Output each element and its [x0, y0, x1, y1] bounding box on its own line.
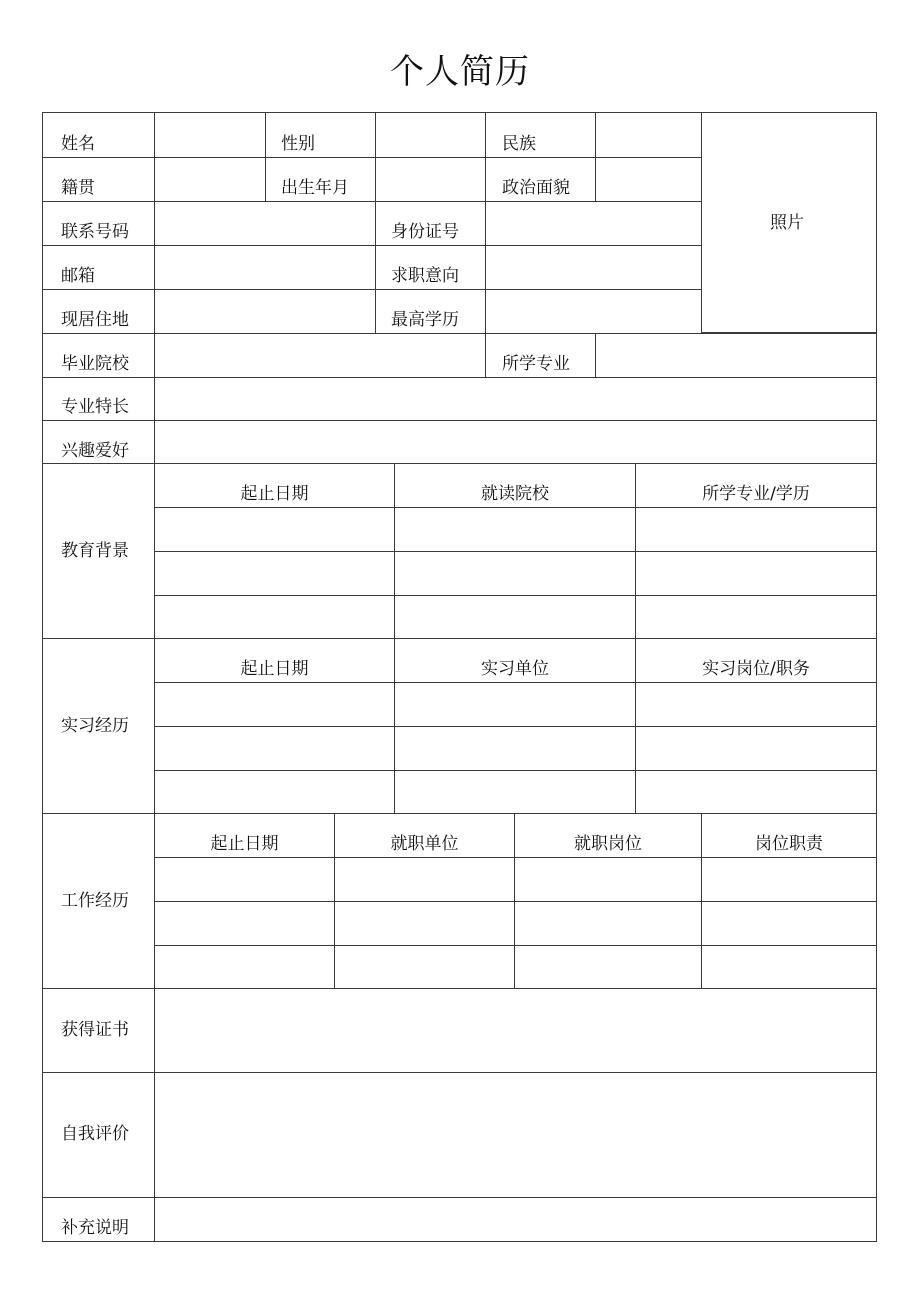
- internship-cell[interactable]: [635, 682, 877, 727]
- internship-section-label: 实习经历: [61, 716, 129, 736]
- school-field[interactable]: [154, 333, 486, 378]
- self-eval-label: 自我评价: [61, 1124, 129, 1144]
- work-cell[interactable]: [154, 857, 335, 902]
- notes-field[interactable]: [154, 1197, 877, 1242]
- education-level-field[interactable]: [485, 289, 702, 334]
- specialty-field[interactable]: [154, 377, 877, 421]
- political-field[interactable]: [595, 157, 702, 202]
- ethnicity-label: 民族: [502, 134, 536, 154]
- internship-cell[interactable]: [635, 726, 877, 771]
- education-cell[interactable]: [154, 507, 395, 552]
- work-header-company: 就职单位: [390, 834, 459, 854]
- work-cell[interactable]: [701, 945, 877, 989]
- political-label: 政治面貌: [502, 178, 570, 198]
- hometown-label: 籍贯: [61, 178, 95, 198]
- birth-label: 出生年月: [281, 178, 349, 198]
- work-cell[interactable]: [514, 857, 702, 902]
- internship-header-position: 实习岗位/职务: [702, 659, 810, 679]
- certificates-label: 获得证书: [61, 1020, 129, 1040]
- hometown-field[interactable]: [154, 157, 266, 202]
- education-header-school: 就读院校: [481, 484, 549, 504]
- label-cell-name: [42, 112, 155, 158]
- education-cell[interactable]: [154, 595, 395, 639]
- hobbies-field[interactable]: [154, 420, 877, 464]
- education-cell[interactable]: [154, 551, 395, 596]
- phone-label: 联系号码: [61, 222, 129, 242]
- education-cell[interactable]: [394, 551, 636, 596]
- phone-field[interactable]: [154, 201, 376, 246]
- photo-label: 照片: [770, 213, 804, 233]
- work-cell[interactable]: [514, 945, 702, 989]
- work-cell[interactable]: [154, 945, 335, 989]
- education-cell[interactable]: [394, 595, 636, 639]
- work-cell[interactable]: [701, 857, 877, 902]
- specialty-label: 专业特长: [61, 397, 129, 417]
- work-header-dates: 起止日期: [210, 834, 279, 854]
- education-header-dates: 起止日期: [240, 484, 309, 504]
- email-label: 邮箱: [61, 266, 95, 286]
- internship-header-company: 实习单位: [481, 659, 549, 679]
- id-number-label: 身份证号: [391, 222, 459, 242]
- address-field[interactable]: [154, 289, 376, 334]
- internship-cell[interactable]: [394, 682, 636, 727]
- notes-label: 补充说明: [61, 1218, 129, 1238]
- work-cell[interactable]: [701, 901, 877, 946]
- major-label: 所学专业: [502, 354, 570, 374]
- internship-header-dates: 起止日期: [240, 659, 309, 679]
- work-cell[interactable]: [334, 901, 515, 946]
- work-section-label: 工作经历: [61, 891, 129, 911]
- label-cell-hometown: [42, 157, 155, 202]
- name-label: 姓名: [61, 134, 95, 154]
- internship-cell[interactable]: [154, 770, 395, 814]
- education-cell[interactable]: [635, 507, 877, 552]
- job-intent-label: 求职意向: [391, 266, 459, 286]
- job-intent-field[interactable]: [485, 245, 702, 290]
- internship-cell[interactable]: [394, 726, 636, 771]
- education-cell[interactable]: [635, 551, 877, 596]
- education-cell[interactable]: [635, 595, 877, 639]
- name-field[interactable]: [154, 112, 266, 158]
- page-title: 个人简历: [390, 52, 530, 92]
- address-label: 现居住地: [61, 310, 129, 330]
- internship-cell[interactable]: [154, 726, 395, 771]
- education-cell[interactable]: [394, 507, 636, 552]
- work-cell[interactable]: [514, 901, 702, 946]
- work-cell[interactable]: [154, 901, 335, 946]
- work-header-duties: 岗位职责: [755, 834, 823, 854]
- self-eval-field[interactable]: [154, 1072, 877, 1198]
- school-label: 毕业院校: [61, 354, 129, 374]
- gender-label: 性别: [281, 134, 315, 154]
- education-section-label: 教育背景: [61, 541, 129, 561]
- education-level-label: 最高学历: [391, 310, 459, 330]
- id-number-field[interactable]: [485, 201, 702, 246]
- hobbies-label: 兴趣爱好: [61, 441, 129, 461]
- certificates-field[interactable]: [154, 988, 877, 1073]
- work-cell[interactable]: [334, 945, 515, 989]
- label-cell-email: [42, 245, 155, 290]
- internship-cell[interactable]: [635, 770, 877, 814]
- work-header-position: 就职岗位: [574, 834, 642, 854]
- birth-field[interactable]: [375, 157, 486, 202]
- resume-form: [42, 112, 877, 1242]
- internship-cell[interactable]: [154, 682, 395, 727]
- ethnicity-field[interactable]: [595, 112, 702, 158]
- education-header-major: 所学专业/学历: [702, 484, 810, 504]
- internship-cell[interactable]: [394, 770, 636, 814]
- work-cell[interactable]: [334, 857, 515, 902]
- gender-field[interactable]: [375, 112, 486, 158]
- major-field[interactable]: [595, 333, 877, 378]
- email-field[interactable]: [154, 245, 376, 290]
